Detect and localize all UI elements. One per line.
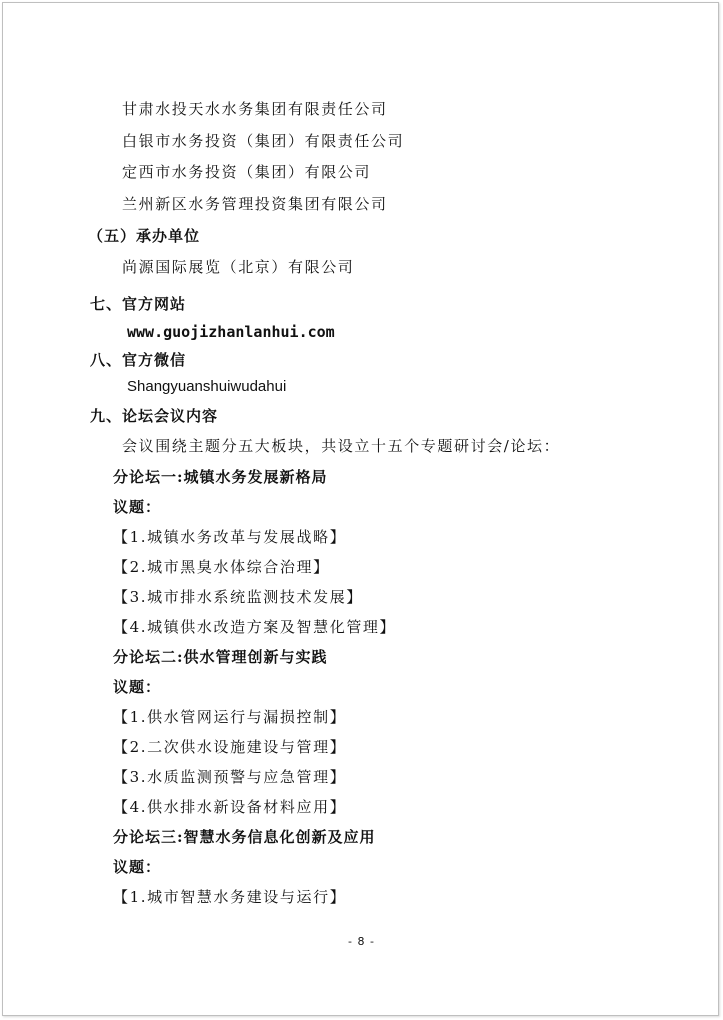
topics-label: 议题： <box>113 498 162 516</box>
website-url: www.guojizhanlanhui.com <box>127 323 335 341</box>
forum-title: 分论坛二:供水管理创新与实践 <box>113 648 328 666</box>
topic-item: 【1.供水管网运行与漏损控制】 <box>113 708 347 726</box>
content-intro: 会议围绕主题分五大板块，共设立十五个专题研讨会/论坛： <box>122 437 561 455</box>
wechat-heading: 八、官方微信 <box>90 351 187 369</box>
topic-item: 【1.城镇水务改革与发展战略】 <box>113 528 347 546</box>
org-item: 兰州新区水务管理投资集团有限公司 <box>122 195 388 213</box>
topics-label: 议题： <box>113 678 162 696</box>
page-number: - 8 - <box>348 935 375 948</box>
organizer-name: 尚源国际展览（北京）有限公司 <box>122 258 355 276</box>
forum-title: 分论坛一:城镇水务发展新格局 <box>113 468 328 486</box>
topic-item: 【2.二次供水设施建设与管理】 <box>113 738 347 756</box>
org-item: 甘肃水投天水水务集团有限责任公司 <box>122 100 388 118</box>
document-page <box>2 2 719 1016</box>
topics-label: 议题： <box>113 858 162 876</box>
topic-item: 【2.城市黑臭水体综合治理】 <box>113 558 330 576</box>
forum-title: 分论坛三:智慧水务信息化创新及应用 <box>113 828 376 846</box>
wechat-id: Shangyuanshuiwudahui <box>127 378 287 395</box>
org-item: 白银市水务投资（集团）有限责任公司 <box>122 132 405 150</box>
topic-item: 【4.城镇供水改造方案及智慧化管理】 <box>113 618 397 636</box>
content-heading: 九、论坛会议内容 <box>90 407 219 425</box>
topic-item: 【4.供水排水新设备材料应用】 <box>113 798 347 816</box>
topic-item: 【1.城市智慧水务建设与运行】 <box>113 888 347 906</box>
topic-item: 【3.水质监测预警与应急管理】 <box>113 768 347 786</box>
website-heading: 七、官方网站 <box>90 295 187 313</box>
org-item: 定西市水务投资（集团）有限公司 <box>122 163 372 181</box>
topic-item: 【3.城市排水系统监测技术发展】 <box>113 588 363 606</box>
organizer-heading: （五）承办单位 <box>88 227 201 245</box>
